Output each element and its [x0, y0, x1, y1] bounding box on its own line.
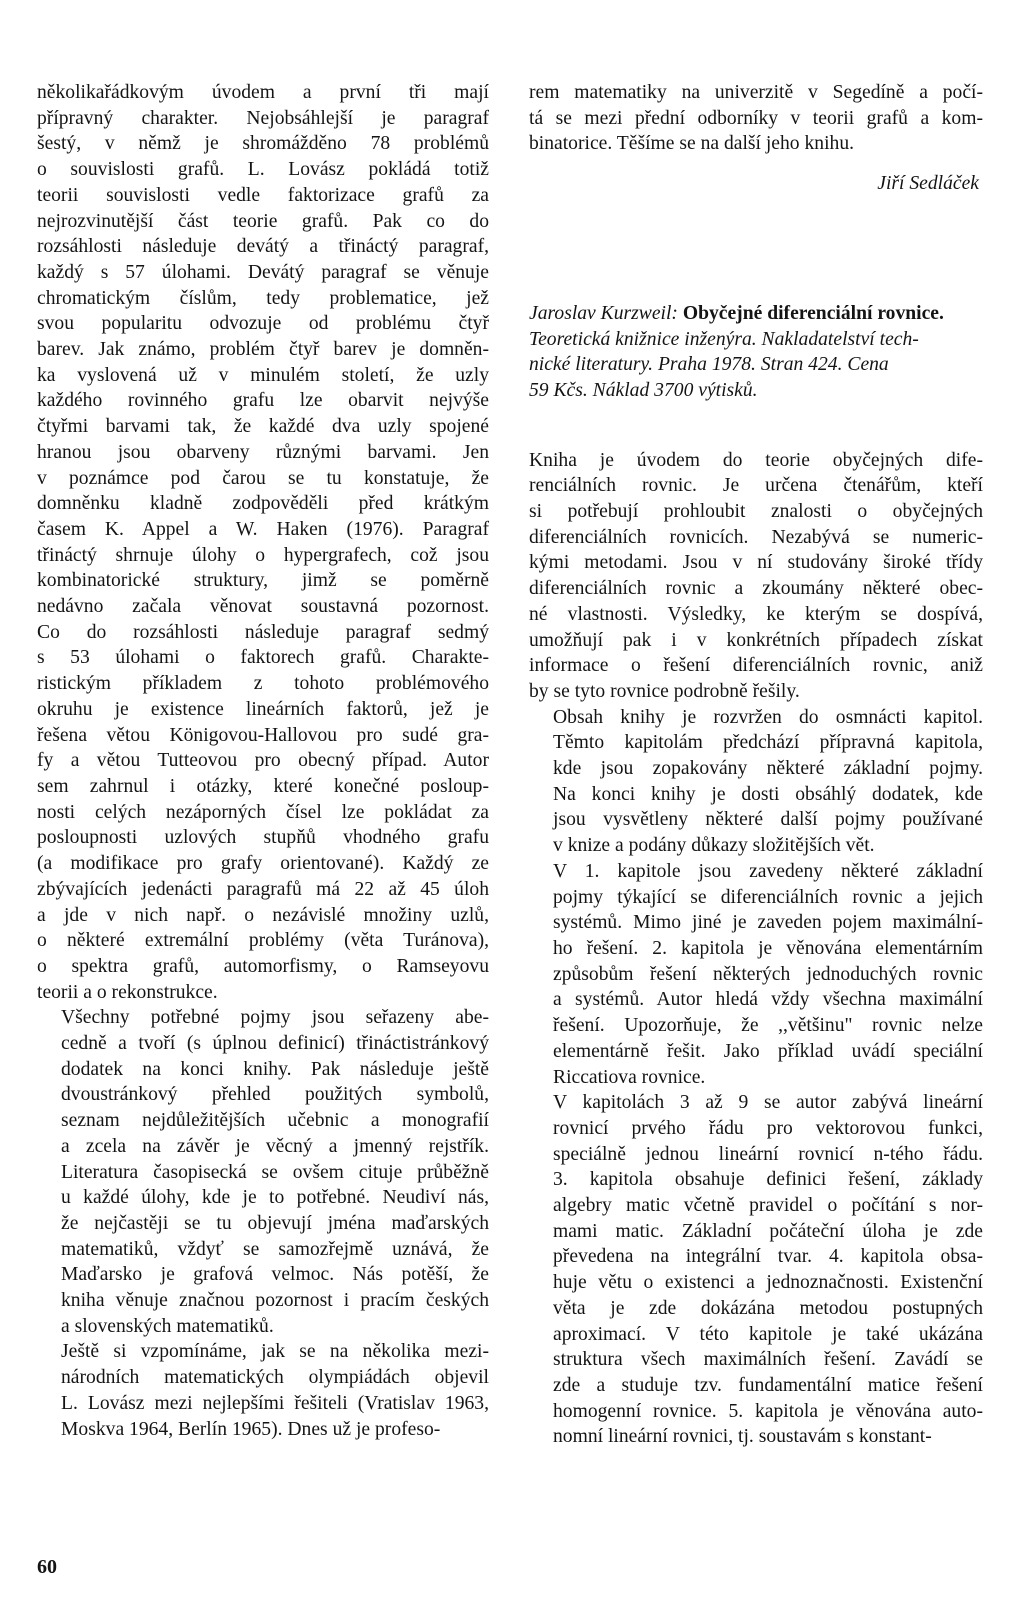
text-line: né vlastnosti. Výsledky, ke kterým se dospívá, — [529, 603, 983, 625]
text-line: nedávno začala věnovat soustavná pozornost. — [37, 596, 489, 618]
text-line: si potřebují prohloubit znalosti o obyčejných — [529, 501, 983, 523]
text-line: speciálně jednou lineární rovnicí n-tého řádu. — [553, 1143, 983, 1165]
publication-line: 59 Kčs. Náklad 3700 výtisků. — [529, 379, 758, 401]
review-body — [529, 448, 983, 1450]
text-line: posloupnosti uzlových stupňů vhodného grafu — [37, 827, 489, 849]
text-line: tá se mezi přední odborníky v teorii grafů a kom- — [529, 107, 983, 129]
text-line: a jde v nich např. o nezávislé množiny uzlů, — [37, 904, 489, 926]
text-line: Těmto kapitolám předchází přípravná kapitola, — [553, 732, 983, 754]
text-line: kombinatorické struktury, jimž se poměrně — [37, 570, 489, 592]
text-line: několikařádkovým úvodem a první tři mají — [37, 82, 489, 103]
text-line: rovnicí prvého řádu pro vektorovou funkci, — [553, 1117, 983, 1139]
text-line: Moskva 1964, Berlín 1965). Dnes už je profeso- — [61, 1418, 441, 1440]
text-line: třináctý shrnuje úlohy o hypergrafech, což jsou — [37, 544, 489, 566]
text-line: binatorice. Těšíme se na další jeho knihu. — [529, 133, 855, 155]
text-line: chromatickým číslům, tedy problematice, jež — [37, 287, 489, 309]
text-line: Literatura časopisecká se ovšem cituje průběžně — [61, 1161, 489, 1183]
publication-line: Teoretická knižnice inženýra. Nakladatelství tech- — [529, 328, 919, 350]
text-line: Co do rozsáhlosti následuje paragraf sedmý — [37, 621, 489, 643]
text-line: čtyřmi barvami tak, že každé dva uzly spojené — [37, 416, 489, 438]
book-title: Obyčejné diferenciální rovnice. — [682, 302, 944, 324]
text-line: (a modifikace pro grafy orientované). Každý ze — [37, 853, 489, 875]
right-column — [529, 80, 983, 1450]
text-line: huje větu o existenci a jednoznačnosti. Existenční — [553, 1272, 983, 1294]
text-line: struktura všech maximálních řešení. Zavádí se — [553, 1349, 983, 1371]
text-line: o souvislosti grafů. L. Lovász pokládá totiž — [37, 159, 489, 181]
publication-line: nické literatury. Praha 1978. Stran 424. Cena — [529, 354, 889, 376]
text-line: šestý, v němž je shromážděno 78 problémů — [37, 133, 489, 155]
text-line: seznam nejdůležitějších učebnic a monografií — [61, 1110, 489, 1132]
text-line: každého rovinného grafu lze obarvit nejvýše — [37, 390, 489, 412]
text-line: by se tyto rovnice podrobně řešily. — [529, 680, 800, 702]
text-line: rem matematiky na univerzitě v Segedíně a počí- — [529, 82, 983, 103]
reviewer-signature: Jiří Sedláček — [877, 173, 979, 195]
text-line: matematiků, vždyť se samozřejmě uznává, že — [61, 1238, 489, 1260]
text-line: a zcela na závěr je věcný a jmenný rejstřík. — [61, 1135, 489, 1157]
text-line: homogenní rovnice. 5. kapitola je věnována auto- — [553, 1400, 983, 1422]
text-line: způsobům řešení některých jednoduchých rovnic — [553, 963, 983, 985]
text-line: v knize a podány důkazy složitějších vět. — [553, 835, 875, 857]
text-line: dvoustránkový přehled použitých symbolů, — [61, 1084, 489, 1106]
text-line: nosti celých nezáporných čísel lze pokládat za — [37, 801, 489, 823]
text-line: o spektra grafů, automorfismy, o Ramseyovu — [37, 955, 489, 977]
text-line: okruhu je existence lineárních faktorů, jež je — [37, 698, 489, 720]
review-paragraph — [529, 859, 983, 1090]
text-line: časem K. Appel a W. Haken (1976). Paragraf — [37, 518, 489, 540]
text-line: mami matic. Základní počáteční úloha je zde — [553, 1220, 983, 1242]
text-line: zbývajících jedenácti paragrafů má 22 až 45 úloh — [37, 878, 489, 900]
text-line: Maďarsko je grafová velmoc. Nás potěší, že — [61, 1264, 489, 1286]
text-line: ka vyslovená už v minulém století, že uzly — [37, 364, 489, 386]
book-author: Jaroslav Kurzweil: — [529, 302, 678, 324]
text-line: pojmy týkající se diferenciálních rovnic a jejich — [553, 886, 983, 908]
text-line: umožňují pak i v konkrétních případech získat — [529, 629, 983, 651]
text-line: aproximací. V této kapitole je také ukázána — [553, 1323, 983, 1345]
text-line: a systémů. Autor hledá vždy všechna maximální — [553, 989, 983, 1011]
text-line: převedena na integrální tvar. 4. kapitola obsa- — [553, 1246, 983, 1268]
text-line: jsou vysvětleny některé další pojmy používané — [553, 809, 983, 831]
text-line: národních matematických olympiádách objevil — [61, 1367, 489, 1389]
review-paragraph — [529, 1090, 983, 1450]
text-line: algebry matic včetně pravidel o počítání s nor- — [553, 1195, 983, 1217]
left-paragraph — [37, 1339, 489, 1442]
text-line: cedně a tvoří (s úplnou definicí) třináctistránkový — [61, 1033, 489, 1055]
text-line: Všechny potřebné pojmy jsou seřazeny abe- — [61, 1007, 489, 1029]
text-line: Riccatiova rovnice. — [553, 1066, 706, 1088]
review-paragraph — [529, 448, 983, 705]
page-number: 60 — [37, 1556, 57, 1578]
text-line: nomní lineární rovnici, tj. soustavám s konstant- — [553, 1426, 932, 1448]
text-line: rozsáhlosti následuje devátý a třináctý paragraf, — [37, 236, 489, 258]
text-line: zde a studuje tzv. fundamentální matice řešení — [553, 1374, 983, 1396]
text-line: s 53 úlohami o faktorech grafů. Charakte- — [37, 647, 489, 669]
text-line: renciálních rovnic. Je určena čtenářům, kteří — [529, 475, 983, 497]
text-line: teorii a o rekonstrukce. — [37, 981, 218, 1003]
text-line: že nejčastěji se tu objevují jména maďarských — [61, 1212, 489, 1234]
text-line: v poznámce pod čarou se tu konstatuje, že — [37, 467, 489, 489]
text-line: u každé úlohy, kde je to potřebné. Neudiví nás, — [61, 1187, 489, 1209]
text-line: teorii souvislosti vedle faktorizace grafů za — [37, 184, 489, 206]
text-line: V kapitolách 3 až 9 se autor zabývá lineární — [553, 1092, 983, 1114]
text-line: věta je zde dokázána metodou postupných — [553, 1297, 983, 1319]
left-paragraph — [37, 1005, 489, 1339]
text-line: Obsah knihy je rozvržen do osmnácti kapitol. — [553, 706, 983, 728]
right-intro-paragraph — [529, 80, 983, 157]
text-line: řešena větou Königovou-Hallovou pro sudé gra- — [37, 724, 489, 746]
text-line: o některé extremální problémy (věta Turánova), — [37, 930, 489, 952]
text-line: diferenciálních rovnicích. Nezabývá se numeric- — [529, 526, 983, 548]
text-line: V 1. kapitole jsou zavedeny některé základní — [553, 860, 983, 882]
text-line: kde jsou zopakovány některé základní pojmy. — [553, 758, 983, 780]
text-line: fy a větou Tutteovou pro obecný případ. Autor — [37, 750, 489, 772]
text-line: Kniha je úvodem do teorie obyčejných dife- — [529, 449, 983, 471]
text-line: barev. Jak známo, problém čtyř barev je domněn- — [37, 339, 489, 361]
text-line: systémů. Mimo jiné je zaveden pojem maximální- — [553, 912, 983, 934]
text-line: informace o řešení diferenciálních rovnic, aniž — [529, 655, 983, 677]
left-paragraph — [37, 80, 489, 1005]
text-line: hranou jsou obarveny různými barvami. Jen — [37, 441, 489, 463]
text-line: kými metodami. Jsou v ní studovány široké třídy — [529, 552, 983, 574]
text-line: nejrozvinutější část teorie grafů. Pak co do — [37, 210, 489, 232]
text-line: přípravný charakter. Nejobsáhlejší je paragraf — [37, 107, 489, 129]
text-line: řešení. Upozorňuje, že ,,většinu" rovnic nelze — [553, 1015, 983, 1037]
text-line: domněnku kladně zodpověděli před krátkým — [37, 493, 489, 515]
text-line: 3. kapitola obsahuje definici řešení, základy — [553, 1169, 983, 1191]
text-line: dodatek na konci knihy. Pak následuje ještě — [61, 1058, 489, 1080]
text-line: a slovenských matematiků. — [61, 1315, 274, 1337]
text-line: každý s 57 úlohami. Devátý paragraf se věnuje — [37, 261, 489, 283]
review-paragraph — [529, 705, 983, 859]
text-line: sem zahrnul i otázky, které konečné posloup- — [37, 775, 489, 797]
text-line: svou popularitu odvozuje od problému čtyř — [37, 313, 489, 335]
text-line: kniha věnuje značnou pozornost i pracím českých — [61, 1290, 489, 1312]
text-line: diferenciálních rovnic a zkoumány některé obec- — [529, 578, 983, 600]
review-header — [529, 301, 983, 404]
text-line: ristickým příkladem z tohoto problémového — [37, 673, 489, 695]
text-line: elementárně řešit. Jako příklad uvádí speciální — [553, 1040, 983, 1062]
text-line: Na konci knihy je dosti obsáhlý dodatek, kde — [553, 783, 983, 805]
text-line: Ještě si vzpomínáme, jak se na několika mezi- — [61, 1341, 489, 1363]
text-line: L. Lovász mezi nejlepšími řešiteli (Vratislav 1963, — [61, 1392, 489, 1414]
left-column — [37, 80, 489, 1442]
text-line: ho řešení. 2. kapitola je věnována elementárním — [553, 937, 983, 959]
